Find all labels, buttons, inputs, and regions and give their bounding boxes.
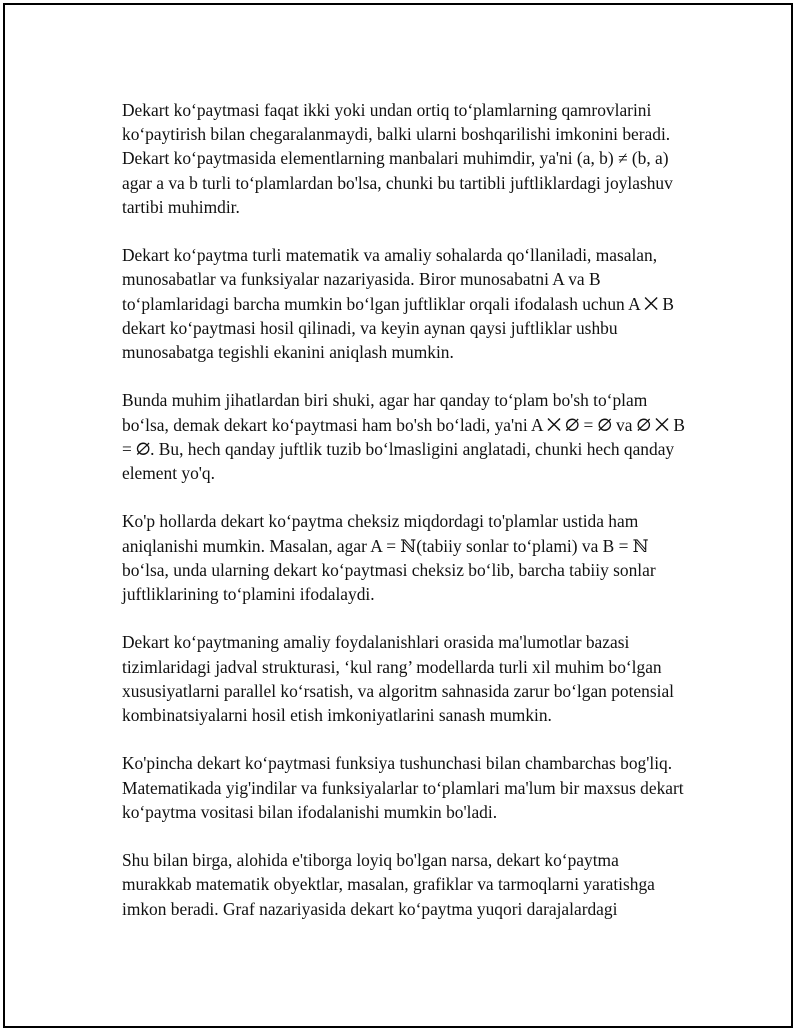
paragraph: Dekart ko‘paytma turli matematik va amaliy sohalarda qo‘llaniladi, masalan, munosabatlar va funksiyalar nazariyasida. Biror munosabatni A va B to‘plamlaridagi barcha mumkin bo‘lgan juftliklar orqali ifodalash uchun A ⨉ B dekart ko‘paytmasi hosil qilinadi, va keyin aynan qaysi juftliklar ushbu munosabatga tegishli ekanini aniqlash mumkin.	[122, 245, 674, 363]
document-body	[122, 98, 692, 945]
paragraph: Dekart ko‘paytmasi faqat ikki yoki undan ortiq to‘plamlarning qamrovlarini ko‘paytirish bilan chegaralanmaydi, balki ularni boshqarilishi imkonini beradi. Dekart ko‘paytmasida elementlarning manbalari muhimdir, ya'ni (a, b) ≠ (b, a) agar a va b turli to‘plamlardan bo'lsa, chunki bu tartibli juftliklardagi joylashuv tartibi muhimdir.	[122, 100, 673, 217]
paragraph: Ko'pincha dekart ko‘paytmasi funksiya tushunchasi bilan chambarchas bog'liq. Matematikada yig'indilar va funksiyalarlar to‘plamlari ma'lum bir maxsus dekart ko‘paytma vositasi bilan ifodalanishi mumkin bo'ladi.	[122, 753, 684, 822]
paragraph: Shu bilan birga, alohida e'tiborga loyiq bo'lgan narsa, dekart ko‘paytma murakkab matematik obyektlar, masalan, grafiklar va tarmoqlarni yaratishga imkon beradi. Graf nazariyasida dekart ko‘paytma yuqori darajalardagi	[122, 850, 655, 919]
paragraph: Ko'p hollarda dekart ko‘paytma cheksiz miqdordagi to'plamlar ustida ham aniqlanishi mumkin. Masalan, agar A = ℕ(tabiiy sonlar to‘plami) va B = ℕ bo‘lsa, unda ularning dekart ko‘paytmasi cheksiz bo‘lib, barcha tabiiy sonlar juftliklarining to‘plamini ifodalaydi.	[122, 511, 656, 605]
page-frame	[3, 3, 793, 1028]
paragraph: Dekart ko‘paytmaning amaliy foydalanishlari orasida ma'lumotlar bazasi tizimlaridagi jadval strukturasi, ‘kul rang’ modellarda turli xil muhim bo‘lgan xususiyatlarni parallel ko‘rsatish, va algoritm sahnasida zarur bo‘lgan potensial kombinatsiyalarni hosil etish imkoniyatlarini sanash mumkin.	[122, 632, 674, 726]
paragraph: Bunda muhim jihatlardan biri shuki, agar har qanday to‘plam bo'sh to‘plam bo‘lsa, demak dekart ko‘paytmasi ham bo'sh bo‘ladi, ya'ni A ⨉ ∅ = ∅ va ∅ ⨉ B = ∅. Bu, hech qanday juftlik tuzib bo‘lmasligini anglatadi, chunki hech qanday element yo'q.	[122, 390, 685, 484]
